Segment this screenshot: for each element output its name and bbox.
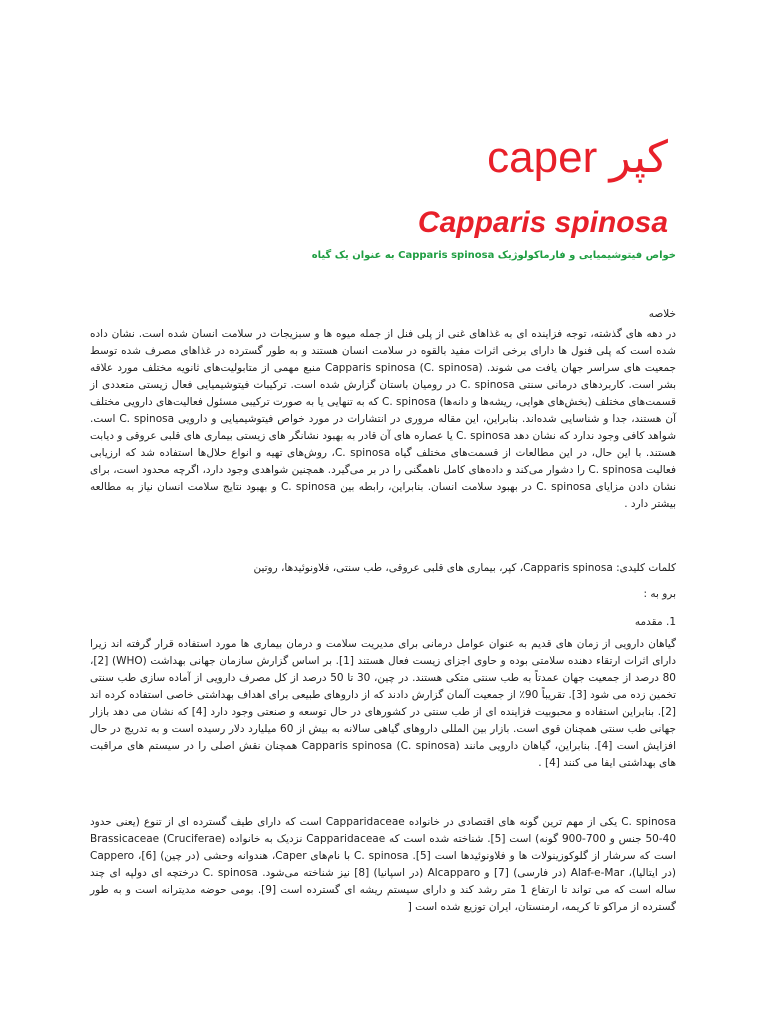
introduction-heading: 1. مقدمه (634, 616, 676, 628)
section2-paragraph: C. spinosa یکی از مهم ترین گونه های اقتصادی در خانواده Capparidaceae است که دارای طیف گسترده ای از تنوع (یعنی حدود 40-50 جنس و 700-900 گونه) است [5]. شناخته شده است که Capparidaceae نزدیک به خانواده Brassicaceae (Cruciferae) است که سرشار از گلوکوزینولات ها و فلاونوئیدها است [5]. C. spinosa با نام‌های Caper، هندوانه وحشی (در چین) [6]، Cappero (در ایتالیا)، Alaf-e-Mar (در فارسی) [7] و Alcapparo (در اسپانیا) [8] نیز شناخته می‌شود. C. spinosa درختچه ای دولپه ای چند ساله است که می تواند تا ارتفاع 1 متر رشد کند و دارای سیستم ریشه ای گسترده است [9]. بومی حوضه مدیترانه است و به طور گسترده از مراکو تا کریمه، ارمنستان، ایران توزیع شده است [ (90, 816, 677, 913)
keywords-label: کلمات کلیدی: (616, 562, 676, 574)
abstract-heading: خلاصه (648, 308, 676, 320)
keywords-text: Capparis spinosa، کپر، بیماری های قلبی عروقی، طب سنتی، فلاونوئیدها، روتین (253, 562, 613, 574)
goto-label[interactable]: برو به : (643, 588, 676, 600)
article-subtitle: خواص فیتوشیمیایی و فارماکولوژیک Capparis spinosa به عنوان یک گیاه (311, 250, 676, 261)
abstract-paragraph: در دهه های گذشته، توجه فزاینده ای به غذاهای غنی از پلی فنل از جمله میوه ها و سبزیجات در سلامت انسان شده است. نشان داده شده است که پلی فنول ها دارای برخی اثرات مفید بالقوه در سلامت انسان هستند و به طور گسترده در غذاهای مصرف شده توسط جمعیت های سراسر جهان یافت می شوند. Capparis spinosa (C. spinosa) منبع مهمی از متابولیت‌های ثانویه مختلف مورد علاقه بشر است. کاربردهای درمانی سنتی C. spinosa در رومیان باستان گزارش شده است. ترکیبات فیتوشیمیایی فعال زیستی متعددی از قسمت‌های مختلف (بخش‌های هوایی، ریشه‌ها و دانه‌ها) C. spinosa که به تنهایی یا به صورت ترکیبی مسئول فعالیت‌های دارویی مختلف آن هستند، جدا و شناسایی شده‌اند. بنابراین، این مقاله مروری در انتشارات در مورد خواص فیتوشیمیایی و دارویی C. spinosa است. شواهد کافی وجود ندارد که نشان دهد C. spinosa یا عصاره های آن قادر به بهبود نشانگر های زیستی بیماری های قلبی عروقی و دیابت هستند. با این حال، در این مطالعات از قسمت‌های مختلف گیاه C. spinosa، روش‌های تهیه و انواع حلال‌ها استفاده شد که ارزیابی فعالیت C. spinosa را دشوار می‌کند و داده‌های کامل ناهمگنی را در بر می‌گیرد. همچنین شواهدی وجود دارد، اگرچه محدود است، برای نشان دادن مزایای C. spinosa در بهبود سلامت انسان. بنابراین، رابطه بین C. spinosa و بهبود نتایج سلامت انسان نیاز به مطالعه بیشتر دارد . (90, 328, 677, 510)
keywords-line (253, 562, 676, 574)
introduction-paragraph: گیاهان دارویی از زمان های قدیم به عنوان عوامل درمانی برای مدیریت سلامت و درمان بیماری ها مورد استفاده قرار گرفته اند زیرا دارای اثرات ارتقاء دهنده سلامتی بوده و حاوی اجزای زیست فعال هستند [1]. بر اساس گزارش سازمان جهانی بهداشت (WHO) [2]، 80 درصد از جمعیت جهان عمدتاً به طب سنتی متکی هستند. در چین، 30 تا 50 درصد از کل مصرف دارویی از آماده سازی طب سنتی تخمین زده می شود [3]. تقریباً 90٪ از جمعیت آلمان گزارش دادند که از داروهای طبیعی برای اهداف بهداشتی خاصی استفاده کرده اند [2]. بنابراین استفاده و محبوبیت فزاینده ای از طب سنتی در کشورهای در حال توسعه و صنعتی وجود دارد [4] که نشان می دهد بازار جهانی طب سنتی همچنان قوی است. بازار بین المللی داروهای گیاهی سالانه به بیش از 60 میلیارد دلار رسیده است و به تدریج در حال افزایش است [4]. بنابراین، گیاهان دارویی مانند Capparis spinosa (C. spinosa) همچنان نقش اصلی را در سیستم های مراقبت های بهداشتی ایفا می کنند [4] . (90, 638, 677, 769)
title-persian: کپر (609, 133, 668, 182)
title-english: caper (487, 133, 598, 182)
document-title (487, 130, 668, 186)
scientific-name-title: Capparis spinosa (417, 206, 668, 239)
